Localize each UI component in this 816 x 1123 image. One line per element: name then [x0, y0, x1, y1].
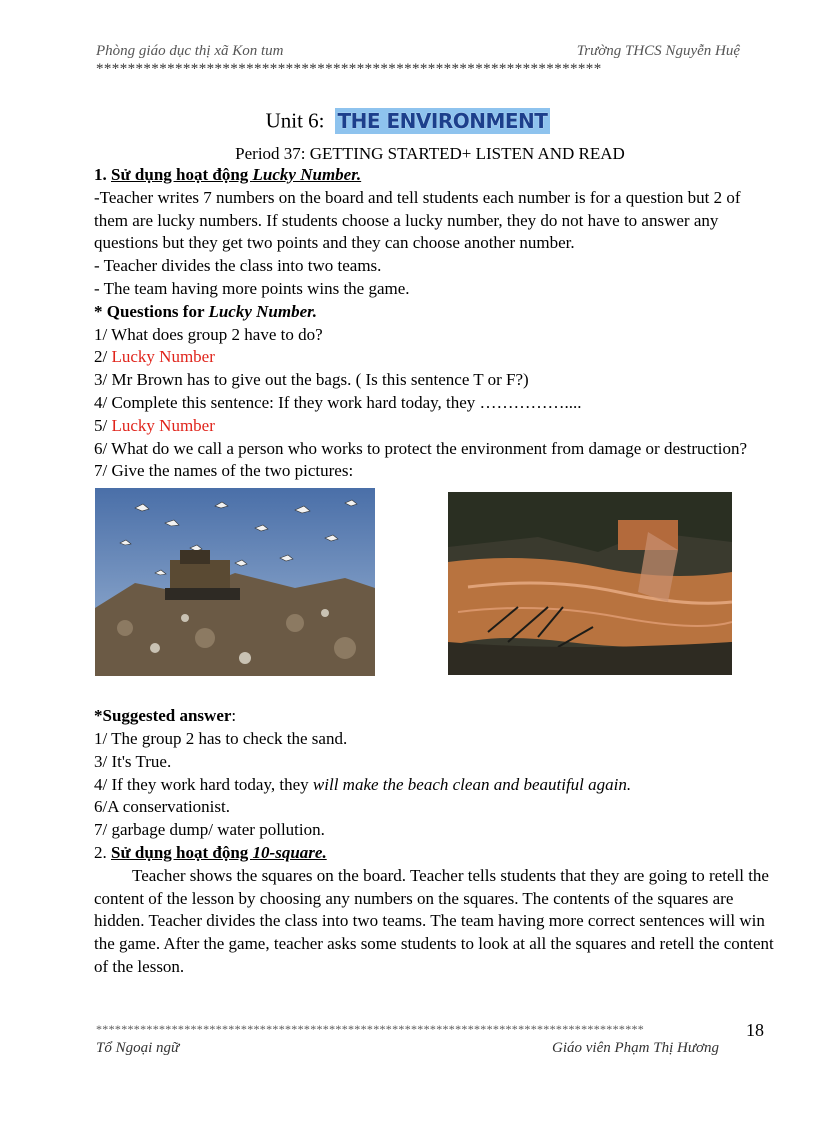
- page-number: 18: [746, 1020, 764, 1040]
- question-text: Complete this sentence: If they work hard today, they ……………....: [111, 392, 582, 412]
- question-3: [94, 369, 774, 392]
- question-6: [94, 438, 774, 461]
- section2-number: 2.: [94, 842, 111, 862]
- question-text: What does group 2 have to do?: [111, 324, 323, 344]
- question-number: 7/: [94, 461, 112, 481]
- question-number: 4/: [94, 392, 112, 412]
- header-divider: ****************************************************************: [96, 61, 602, 77]
- section1-number: 1.: [94, 165, 111, 184]
- water-pollution-picture: [448, 492, 732, 675]
- footer-divider: ***************************************************************************************: [96, 1022, 645, 1036]
- section1-para2: - Teacher divides the class into two teams.: [94, 256, 382, 276]
- header-school-office: Phòng giáo dục thị xã Kon tum: [96, 43, 284, 59]
- answer-3: 3/ It's True.: [94, 751, 172, 771]
- answer-4-completion: will make the beach clean and beautiful again.: [312, 774, 632, 794]
- questions-label-em: Lucky Number.: [208, 301, 318, 321]
- section1-heading-em: Lucky Number.: [252, 165, 362, 184]
- question-text: What do we call a person who works to protect the environment from damage or destruction?: [111, 438, 748, 458]
- page-title: [0, 108, 816, 134]
- topic-wordart: THE ENVIRONMENT: [335, 108, 551, 134]
- lesson-content: [94, 164, 774, 979]
- header-school-name: Trường THCS Nguyễn Huệ: [576, 43, 740, 59]
- answers-colon: :: [231, 706, 237, 726]
- question-1: [94, 324, 774, 347]
- garbage-dump-picture: [95, 488, 375, 676]
- answers-heading: [94, 705, 774, 728]
- footer-teacher: Giáo viên Phạm Thị Hương: [552, 1040, 720, 1056]
- unit-label: Unit 6:: [265, 108, 325, 133]
- questions-label: * Questions for: [94, 301, 209, 321]
- answer-4-text: 4/ If they work hard today, they: [94, 774, 313, 794]
- question-number: 2/: [94, 347, 112, 367]
- section2-heading-text: Sử dụng hoạt động: [111, 842, 253, 862]
- question-text: Mr Brown has to give out the bags. ( Is this sentence T or F?): [111, 370, 529, 390]
- question-5: [94, 415, 774, 438]
- answer-1: 1/ The group 2 has to check the sand.: [94, 728, 348, 748]
- section1-para1: -Teacher writes 7 numbers on the board and tell students each number is for a question but 2 of them are lucky numbers. If students choose a lucky number, they do not have to answer any questions but they get two points and they can choose another number.: [94, 187, 741, 253]
- question-number: 3/: [94, 370, 112, 390]
- footer-department: Tổ Ngoại ngữ: [96, 1040, 180, 1056]
- question-number: 1/: [94, 324, 112, 344]
- question-7: [94, 460, 774, 483]
- questions-heading: [94, 301, 774, 324]
- section2-para: Teacher shows the squares on the board. Teacher tells students that they are going to retell the content of the lesson by choosing any numbers on the squares. The contents of the squares are hidden. Teacher divides the class into two teams. The team having more correct sentences will win the game. After the game, teacher asks some students to look at all the squares and retell the content of the lesson.: [94, 865, 774, 976]
- lucky-number-label: Lucky Number: [111, 415, 215, 435]
- lucky-number-label: Lucky Number: [111, 347, 215, 367]
- question-2: [94, 346, 774, 369]
- period-heading: Period 37: GETTING STARTED+ LISTEN AND READ: [235, 144, 625, 163]
- section1-heading-text: Sử dụng hoạt động: [111, 165, 253, 184]
- pictures-row: [94, 483, 774, 705]
- question-number: 5/: [94, 415, 112, 435]
- question-text: Give the names of the two pictures:: [111, 461, 354, 481]
- answer-6: 6/A conservationist.: [94, 797, 230, 817]
- section1-heading: [94, 164, 774, 187]
- section2-heading-em: 10-square.: [252, 842, 327, 862]
- section2-heading: [94, 842, 774, 865]
- answer-4: [94, 774, 774, 797]
- question-4: [94, 392, 774, 415]
- answers-label: *Suggested answer: [94, 706, 232, 726]
- answer-7: 7/ garbage dump/ water pollution.: [94, 820, 325, 840]
- question-number: 6/: [94, 438, 112, 458]
- section1-para3: - The team having more points wins the game.: [94, 278, 410, 298]
